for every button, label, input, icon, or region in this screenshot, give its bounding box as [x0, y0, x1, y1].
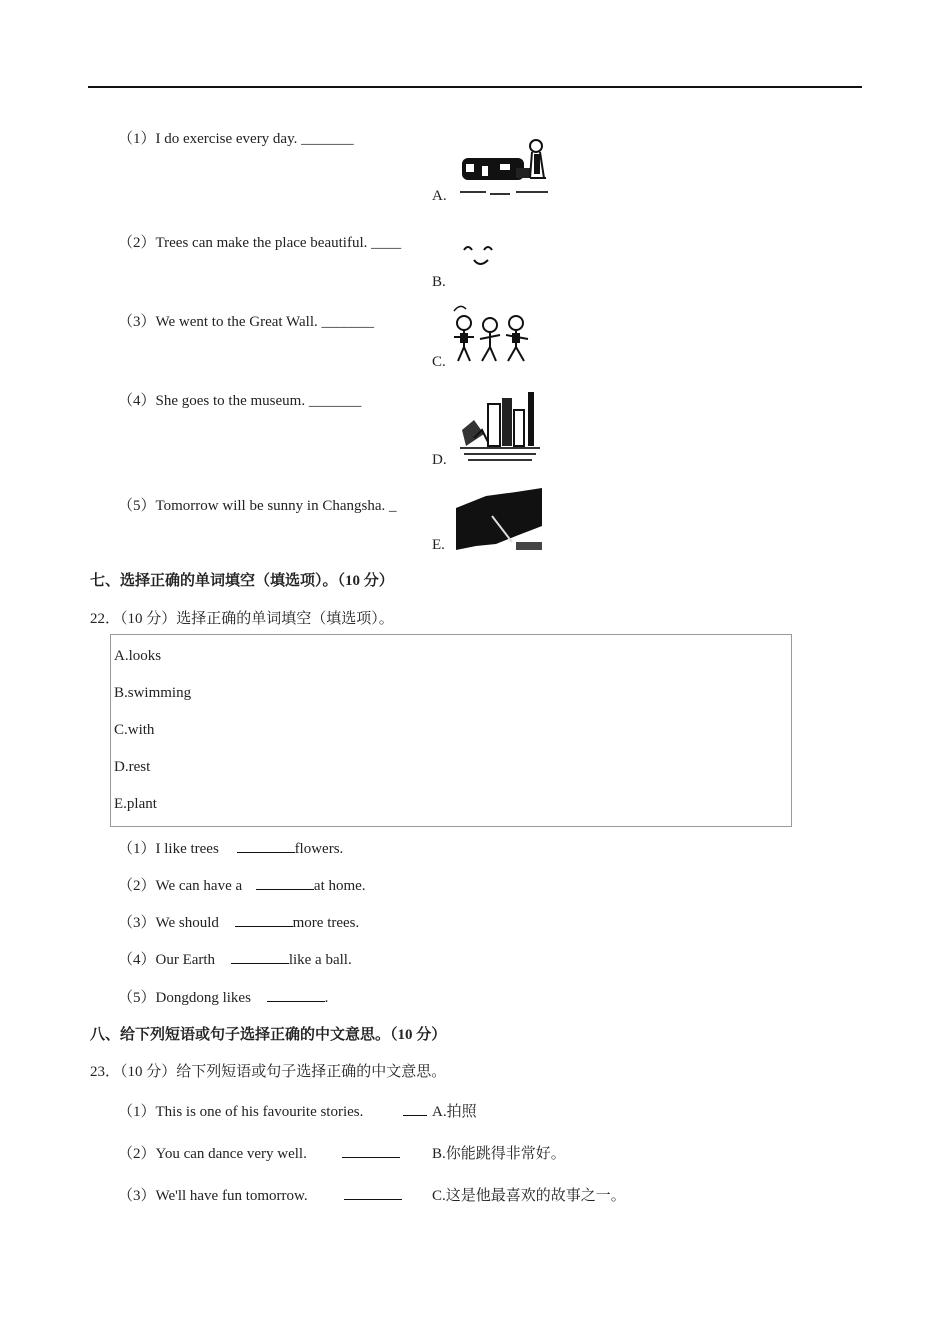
option-label-e: E.	[432, 537, 445, 553]
fill-item-2	[118, 874, 366, 895]
city-buildings-picture	[458, 390, 542, 466]
fill-blank-5[interactable]	[267, 989, 325, 1002]
fill-item-1	[118, 837, 343, 858]
translate-choice-c: C.这是他最喜欢的故事之一。	[432, 1188, 626, 1204]
word-option-a: A.looks	[114, 648, 162, 664]
question-23: 23．（10 分）给下列短语或句子选择正确的中文意思。	[90, 1064, 447, 1080]
match-question-2: （2）Trees can make the place beautiful. ____	[118, 235, 402, 251]
fill-blank-1[interactable]	[237, 840, 295, 853]
fill-item-5-end: .	[324, 990, 329, 1006]
fill-item-4	[118, 948, 352, 969]
fill-item-1-text: （1）I like trees	[118, 841, 219, 857]
translate-item-1: （1）This is one of his favourite stories.	[118, 1104, 364, 1120]
translate-item-3: （3）We'll have fun tomorrow.	[118, 1188, 308, 1204]
fill-item-2-end: at home.	[313, 878, 366, 894]
header-rule	[88, 86, 862, 88]
fill-item-3-text: （3）We should	[118, 915, 219, 931]
translate-blank-3[interactable]	[344, 1187, 402, 1200]
fill-blank-2[interactable]	[256, 877, 314, 890]
translate-blank-1[interactable]	[403, 1103, 427, 1116]
fill-item-5	[118, 986, 328, 1007]
fill-item-2-text: （2）We can have a	[118, 878, 243, 894]
translate-item-2: （2）You can dance very well.	[118, 1146, 307, 1162]
section-8-title: 八、给下列短语或句子选择正确的中文意思。（10 分）	[90, 1027, 447, 1043]
fill-item-4-end: like a ball.	[288, 952, 352, 968]
word-option-c: C.with	[114, 722, 155, 738]
children-playing-picture	[450, 303, 534, 367]
section-7-title: 七、选择正确的单词填空（填选项）。（10 分）	[90, 573, 394, 589]
smile-face-picture	[460, 240, 500, 270]
fill-item-3-end: more trees.	[292, 915, 360, 931]
people-exercising-picture	[456, 128, 552, 200]
fill-blank-4[interactable]	[231, 951, 289, 964]
fill-item-3	[118, 911, 359, 932]
match-question-1: （1）I do exercise every day. _______	[118, 131, 354, 147]
translate-blank-2[interactable]	[342, 1145, 400, 1158]
word-option-e: E.plant	[114, 796, 157, 812]
question-22: 22．（10 分）选择正确的单词填空（填选项）。	[90, 611, 394, 627]
translate-choice-a: A.拍照	[432, 1104, 477, 1120]
option-label-a: A.	[432, 188, 447, 204]
option-label-c: C.	[432, 354, 446, 370]
option-label-d: D.	[432, 452, 447, 468]
word-option-b: B.swimming	[114, 685, 192, 701]
fill-item-4-text: （4）Our Earth	[118, 952, 216, 968]
fill-blank-3[interactable]	[235, 914, 293, 927]
word-option-d: D.rest	[114, 759, 151, 775]
translate-choice-b: B.你能跳得非常好。	[432, 1146, 566, 1162]
match-question-3: （3）We went to the Great Wall. _______	[118, 314, 375, 330]
mountain-landscape-picture	[456, 486, 544, 552]
match-question-5: （5）Tomorrow will be sunny in Changsha. _	[118, 498, 397, 514]
fill-item-1-end: flowers.	[294, 841, 344, 857]
fill-item-5-text: （5）Dongdong likes	[118, 990, 251, 1006]
option-label-b: B.	[432, 274, 446, 290]
word-bank-box	[110, 634, 792, 827]
match-question-4: （4）She goes to the museum. _______	[118, 393, 362, 409]
